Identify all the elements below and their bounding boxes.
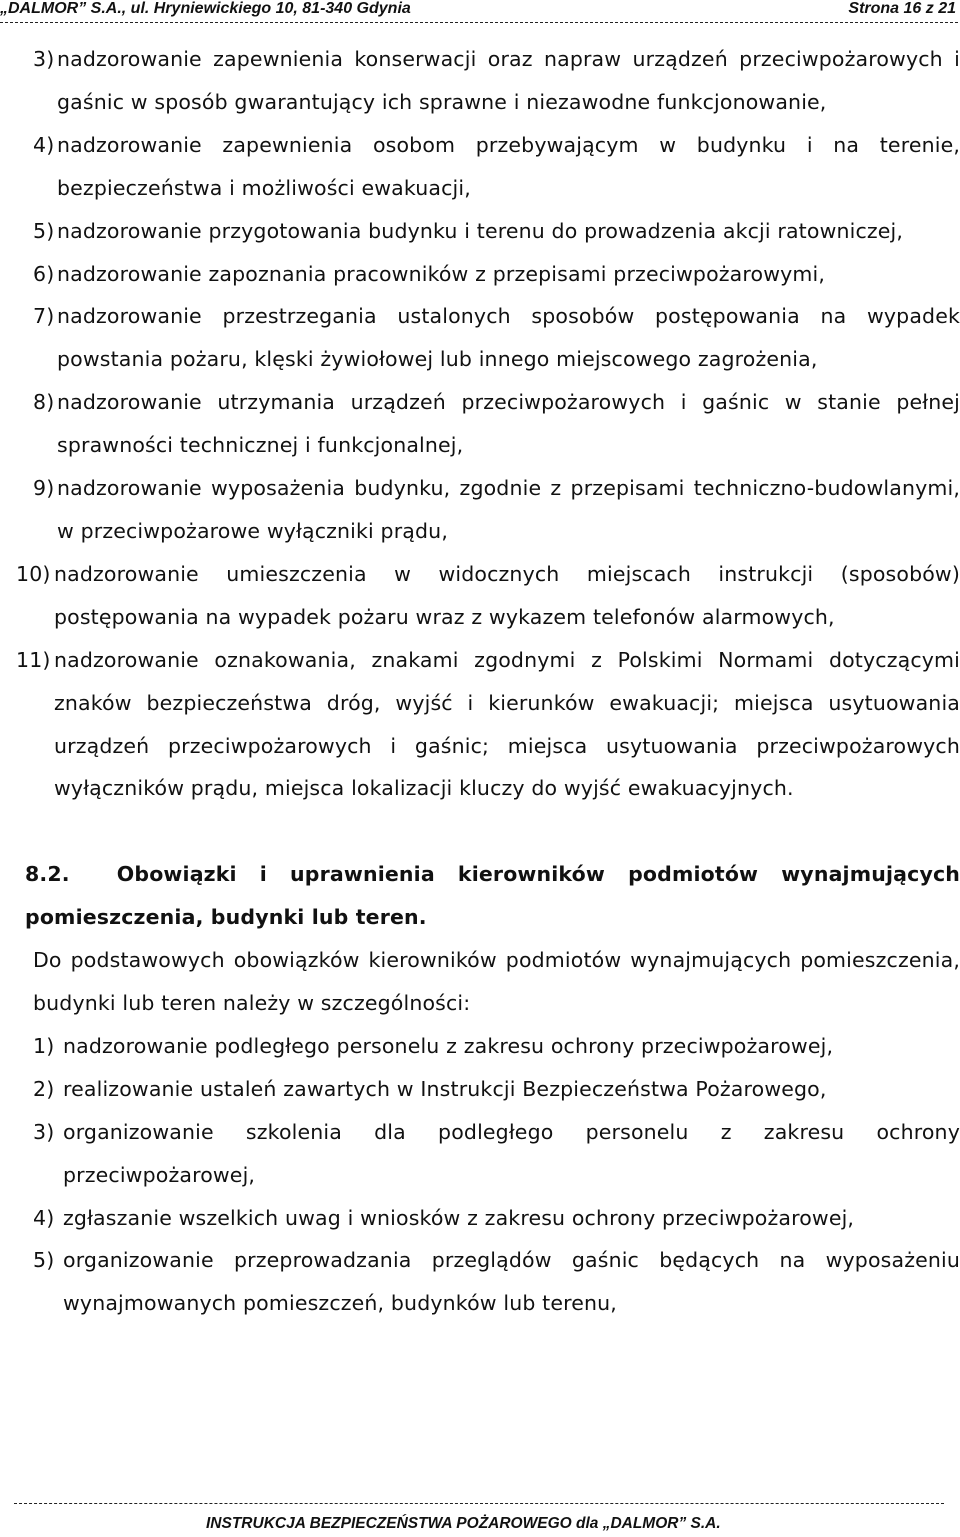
list-item	[0, 639, 960, 811]
list-item-text: nadzorowanie oznakowania, znakami zgodnymi z Polskimi Normami dotyczącymi znaków bezpieczeństwa dróg, wyjść i kierunków ewakuacji; miejsca usytuowania urządzeń przeciwpożarowych i gaśnic; miejsca usytuowania przeciwpożarowych wyłączników prądu, miejsca lokalizacji kluczy do wyjść ewakuacyjnych.	[54, 647, 960, 801]
list-item	[0, 467, 960, 553]
list-item-number: 9)	[33, 476, 55, 501]
list-item-text: realizowanie ustaleń zawartych w Instrukcji Bezpieczeństwa Pożarowego,	[63, 1076, 827, 1101]
list-item	[0, 381, 960, 467]
list-item	[0, 38, 960, 124]
list-item	[0, 253, 960, 296]
page-footer: INSTRUKCJA BEZPIECZEŃSTWA POŻAROWEGO dla „DALMOR” S.A.	[206, 1515, 721, 1532]
header-company: „DALMOR” S.A., ul. Hryniewickiego 10, 81-340 Gdynia	[0, 0, 411, 17]
list-item-text: nadzorowanie wyposażenia budynku, zgodnie z przepisami techniczno-budowlanymi, w przeciwpożarowe wyłączniki prądu,	[57, 476, 960, 543]
list-item-text: nadzorowanie umieszczenia w widocznych miejscach instrukcji (sposobów) postępowania na wypadek pożaru wraz z wykazem telefonów alarmowych,	[54, 561, 960, 629]
list-item-number: 2)	[33, 1076, 55, 1101]
section-number: 8.2.	[25, 862, 70, 887]
list-item-text: organizowanie szkolenia dla podległego personelu z zakresu ochrony przeciwpożarowej,	[63, 1119, 960, 1187]
list-item-number: 5)	[33, 218, 55, 243]
list-item-text: nadzorowanie przestrzegania ustalonych sposobów postępowania na wypadek powstania pożaru, klęski żywiołowej lub innego miejscowego zagrożenia,	[57, 304, 960, 372]
list-item-text: nadzorowanie przygotowania budynku i terenu do prowadzenia akcji ratowniczej,	[57, 218, 904, 243]
list-item	[0, 1025, 960, 1068]
list-item-text: nadzorowanie zapewnienia osobom przebywającym w budynku i na terenie, bezpieczeństwa i możliwości ewakuacji,	[57, 132, 960, 200]
list-item-number: 4)	[33, 1205, 55, 1230]
list-item-number: 5)	[33, 1248, 55, 1273]
section-intro: Do podstawowych obowiązków kierowników podmiotów wynajmujących pomieszczenia, budynki lub teren należy w szczególności:	[33, 948, 960, 1016]
list-item-text: zgłaszanie wszelkich uwag i wniosków z zakresu ochrony przeciwpożarowej,	[63, 1205, 855, 1230]
list-item-number: 3)	[33, 47, 55, 71]
list-item-text: nadzorowanie zapoznania pracowników z przepisami przeciwpożarowymi,	[57, 261, 826, 286]
list-item-number: 11)	[16, 647, 51, 672]
section-heading	[0, 853, 960, 939]
header-page-number: Strona 16 z 21	[848, 0, 956, 17]
list-item	[0, 1068, 960, 1111]
list-item-text: nadzorowanie podległego personelu z zakresu ochrony przeciwpożarowej,	[63, 1033, 834, 1058]
header-divider	[0, 22, 958, 23]
list-item-text: nadzorowanie zapewnienia konserwacji oraz napraw urządzeń przeciwpożarowych i gaśnic w sposób gwarantujący ich sprawne i niezawodne funkcjonowanie,	[57, 47, 960, 114]
list-item	[0, 124, 960, 210]
list-item	[0, 1111, 960, 1197]
page-header	[0, 0, 960, 20]
list-item-number: 10)	[16, 561, 51, 586]
list-item	[0, 295, 960, 381]
list-item-number: 3)	[33, 1119, 55, 1144]
document-body	[0, 38, 960, 1325]
list-item	[0, 210, 960, 253]
list-item-number: 4)	[33, 132, 55, 157]
list-item-number: 7)	[33, 304, 55, 329]
list-item-number: 6)	[33, 261, 55, 286]
list-item-number: 1)	[33, 1033, 55, 1058]
section-title: Obowiązki i uprawnienia kierowników podmiotów wynajmujących pomieszczenia, budynki lub teren.	[25, 862, 960, 930]
list-item-text: nadzorowanie utrzymania urządzeń przeciwpożarowych i gaśnic w stanie pełnej sprawności technicznej i funkcjonalnej,	[57, 390, 960, 458]
footer-divider	[14, 1503, 944, 1504]
list-item	[0, 553, 960, 639]
list-item	[0, 1239, 960, 1325]
list-item-text: organizowanie przeprowadzania przeglądów gaśnic będących na wyposażeniu wynajmowanych pomieszczeń, budynków lub terenu,	[63, 1248, 960, 1316]
list-item	[0, 1197, 960, 1240]
list-item-number: 8)	[33, 390, 55, 415]
